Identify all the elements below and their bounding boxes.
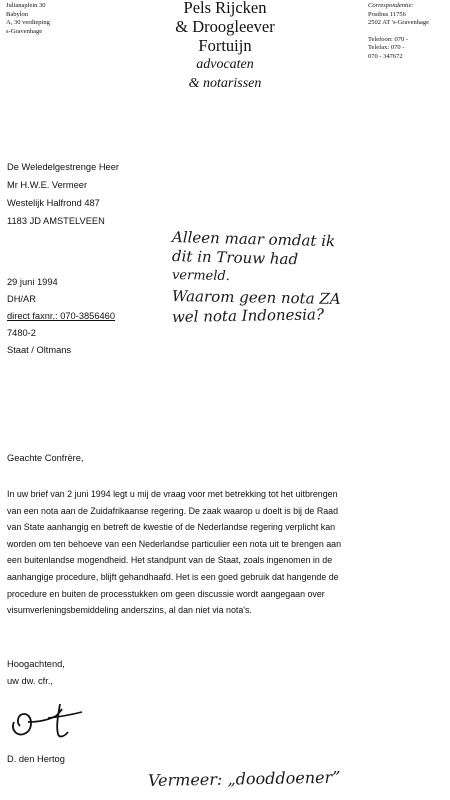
handwritten-line: wel nota Indonesia?: [171, 305, 325, 326]
sender-address-line: s-Gravenhage: [6, 27, 43, 35]
recipient-line: Mr H.W.E. Vermeer: [7, 180, 88, 190]
body-line: In uw brief van 2 juni 1994 legt u mij de vraag voor met betrekking tot het uitbrengen: [7, 489, 338, 499]
closing-title: uw dw. cfr.,: [7, 676, 53, 686]
firm-name-line: Fortuijn: [198, 36, 252, 55]
body-line: een buitenlandse mogendheid. Het standpunt van de Staat, zoals ingenomen in de: [7, 555, 333, 566]
letter-meta: [7, 274, 115, 359]
sender-address-line: Babylon: [6, 10, 29, 18]
correspondence-line: Telefoon: 070 -: [368, 35, 408, 43]
signature-mark: [8, 700, 88, 742]
recipient-line: De Weledelgestrenge Heer: [7, 162, 119, 172]
closing: [7, 656, 65, 690]
file-number: 7480-2: [7, 328, 36, 338]
handwritten-line: vermeld.: [171, 268, 231, 285]
salutation: Geachte Confrère,: [7, 453, 84, 463]
handwritten-line: Alleen maar omdat ik: [171, 228, 336, 251]
correspondence-line: Telefax: 070 -: [368, 44, 405, 51]
recipient-line: Westelijk Halfrond 487: [7, 198, 100, 208]
body-line: visumverleningsbemiddeling anderszins, al dan niet via nota's.: [7, 605, 252, 616]
signer-name: D. den Hertog: [7, 754, 65, 764]
correspondence-line: 070 - 347672: [368, 52, 403, 60]
sender-address-line: A, 30 verdieping: [6, 19, 50, 26]
handwritten-note: [172, 228, 412, 327]
correspondence-line: 2502 AT 's-Gravenhage: [368, 19, 429, 26]
letter-reference: DH/AR: [7, 294, 36, 304]
handwritten-line: Waarom geen nota ZA: [171, 287, 341, 308]
recipient-line: 1183 JD AMSTELVEEN: [7, 216, 105, 226]
direct-fax: direct faxnr.: 070-3856460: [7, 311, 116, 321]
letter-date: 29 juni 1994: [7, 277, 58, 287]
sender-address: [6, 2, 50, 36]
footer-handwritten-note: Vermeer: „dooddoener”: [147, 767, 341, 790]
letter-body: [7, 486, 445, 619]
body-line: aanhangige procedure, blijft gehandhaafd. Het is een goed gebruik dat hangende de: [7, 571, 339, 582]
case-name: Staat / Oltmans: [7, 345, 72, 355]
handwritten-line: dit in Trouw had: [171, 247, 299, 269]
correspondence-address: [368, 2, 450, 61]
correspondence-line: [368, 28, 450, 36]
body-line: procedure en buiten de processtukken om geen discussie wordt aangegaan over: [7, 588, 325, 599]
body-line: worden om ten behoeve van een Nederlandse particulier een nota uit te brengen aan: [7, 538, 342, 549]
body-line: van State aanhangig en betreft de kwestie of de Nederlandse regering verplicht kan: [7, 522, 336, 533]
firm-name-line: Pels Rijcken: [183, 0, 267, 17]
closing-greeting: Hoogachtend,: [7, 659, 65, 669]
firm-profession-line: advocaten: [196, 57, 254, 72]
recipient-address: [7, 158, 119, 230]
firm-profession-line: & notarissen: [188, 76, 262, 91]
sender-address-line: Julianaplein 30: [6, 2, 46, 9]
correspondence-line: Correspondentie:: [368, 2, 414, 9]
firm-name-line: & Droogleever: [175, 17, 275, 36]
correspondence-line: Postbus 11756: [368, 10, 406, 18]
body-line: van een nota aan de Zuidafrikaanse regering. De zaak waarop u doelt is bij de Raad: [7, 505, 339, 516]
firm-name: [140, 0, 310, 93]
